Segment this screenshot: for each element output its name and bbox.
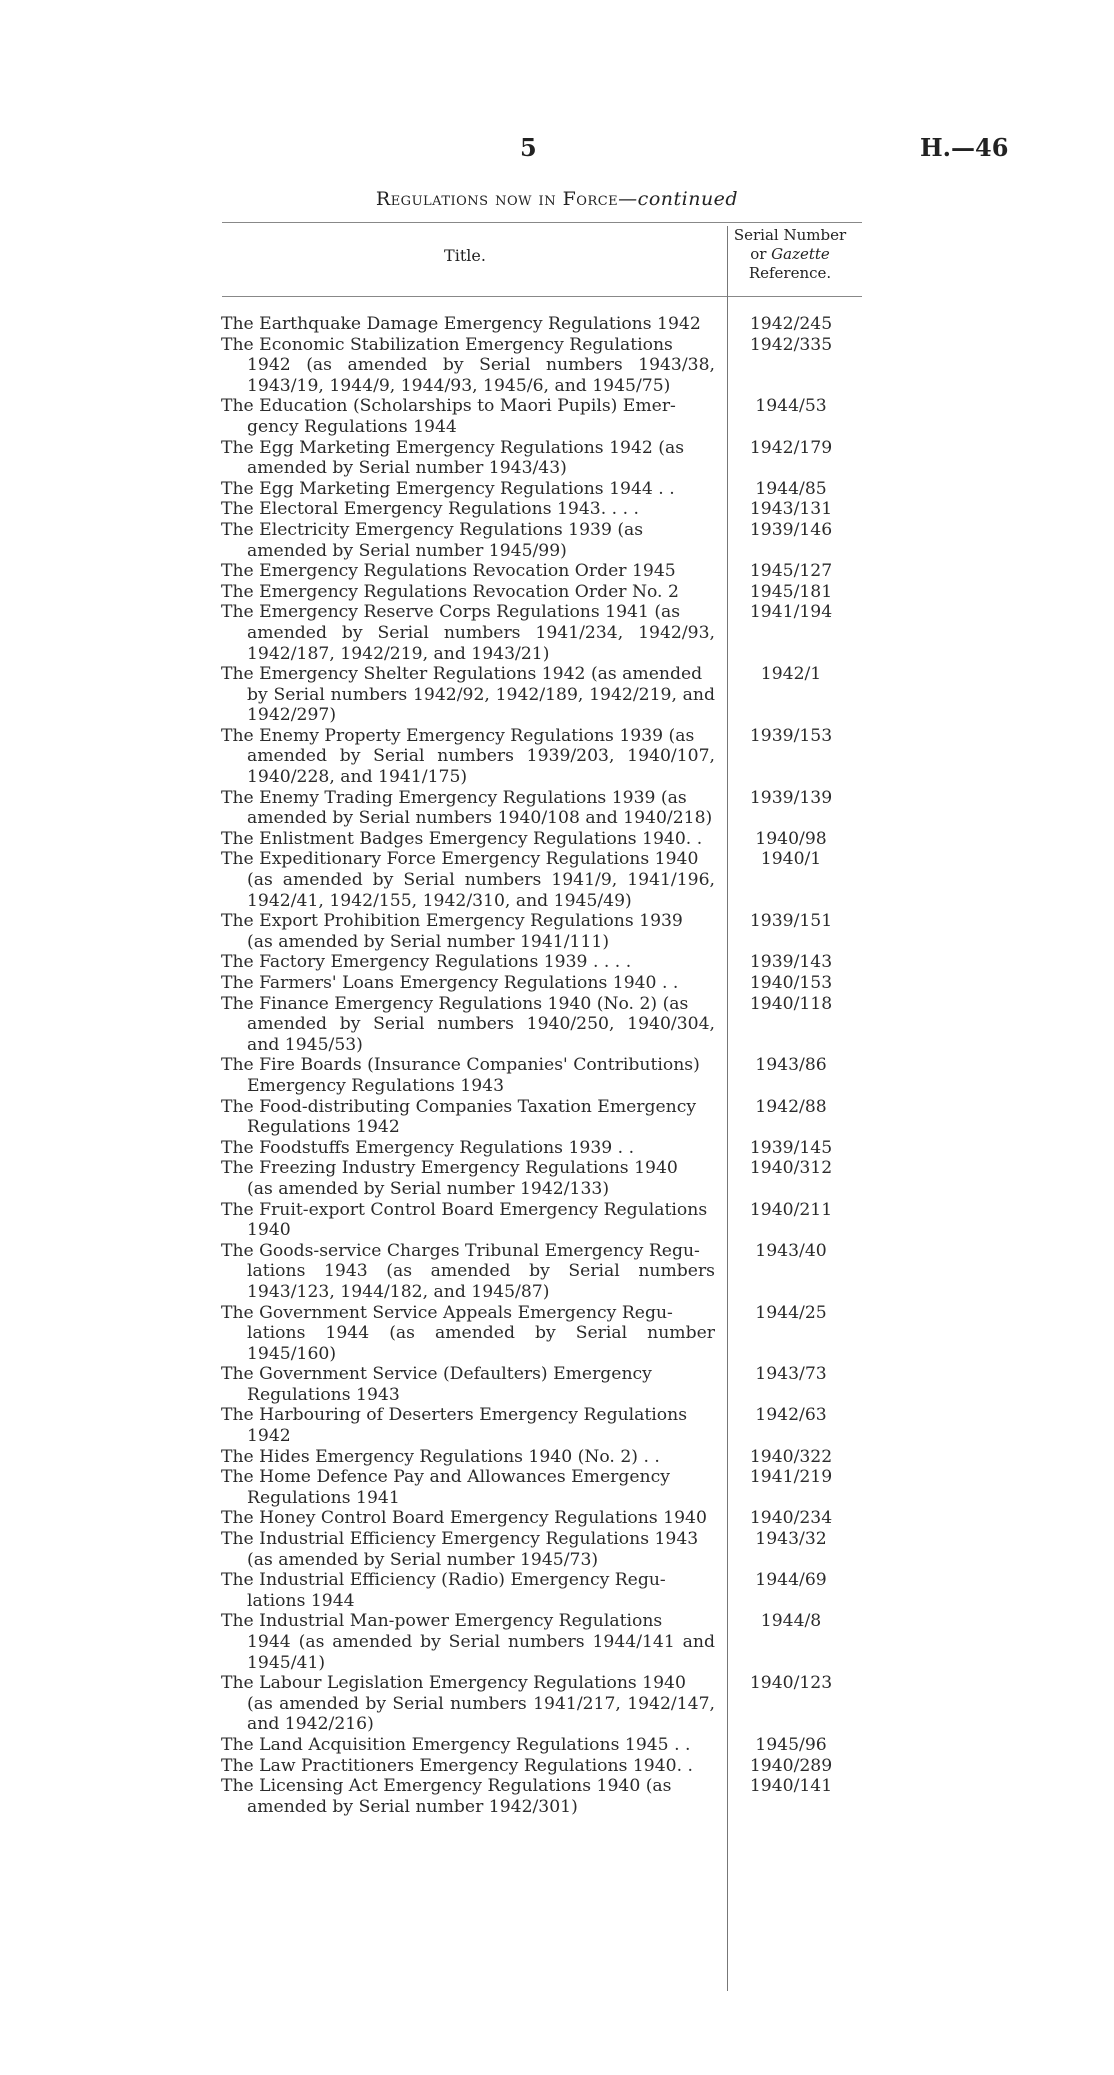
table-row	[221, 582, 861, 603]
serial-reference: 1942/245	[749, 314, 833, 334]
table-row	[221, 335, 861, 397]
regulation-title	[221, 1303, 715, 1365]
regulation-title	[221, 1756, 715, 1777]
regulation-title	[221, 438, 715, 479]
regulation-title-first-line: The Earthquake Damage Emergency Regulations 1942	[221, 314, 701, 334]
regulation-title-first-line: The Emergency Regulations Revocation Order 1945	[221, 561, 676, 582]
serial-reference: 1939/153	[749, 725, 833, 746]
regulation-title-first-line: The Law Practitioners Emergency Regulations 1940. .	[221, 1755, 693, 1776]
regulation-title-first-line: The Education (Scholarships to Maori Pupils) Emer-	[221, 396, 676, 417]
regulation-title	[221, 479, 715, 500]
page-number: 5	[520, 133, 537, 162]
regulation-title	[221, 973, 715, 994]
regulation-title-first-line: The Finance Emergency Regulations 1940 (No. 2) (as	[221, 993, 689, 1014]
table-row	[221, 1405, 861, 1446]
serial-reference: 1939/146	[749, 519, 833, 540]
regulation-title-continuation: 1942 (as amended by Serial numbers 1943/38, 1943/19, 1944/9, 1944/93, 1945/6, and 1945/75)	[247, 355, 715, 396]
serial-reference: 1940/141	[749, 1776, 833, 1797]
regulation-title	[221, 788, 715, 829]
header-bottom-rule	[222, 296, 862, 297]
table-row	[221, 726, 861, 788]
regulation-title	[221, 1673, 715, 1735]
regulation-title	[221, 1364, 715, 1405]
table-row	[221, 911, 861, 952]
regulation-title-first-line: The Emergency Reserve Corps Regulations 1941 (as	[221, 602, 681, 623]
regulation-title-continuation: lations 1944 (as amended by Serial number 1945/160)	[247, 1323, 715, 1364]
regulation-title-first-line: The Government Service Appeals Emergency Regu-	[221, 1302, 673, 1323]
regulation-title-first-line: The Honey Control Board Emergency Regulations 1940	[221, 1508, 707, 1529]
regulation-title-continuation: (as amended by Serial numbers 1941/217, 1942/147, and 1942/216)	[247, 1693, 715, 1735]
table-row	[221, 788, 861, 829]
regulation-title-first-line: The Factory Emergency Regulations 1939 . . . .	[221, 952, 632, 973]
serial-reference: 1939/139	[749, 787, 833, 808]
heading-dash: —	[618, 188, 638, 210]
serial-reference: 1943/73	[755, 1364, 827, 1385]
column-header-serial-line2: or Gazette	[750, 245, 830, 263]
regulation-title	[221, 396, 715, 437]
regulation-title-continuation: 1942	[247, 1426, 291, 1447]
regulation-title-continuation: (as amended by Serial number 1942/133)	[247, 1178, 610, 1199]
regulation-title	[221, 314, 715, 335]
regulation-title	[221, 1200, 715, 1241]
regulation-title-first-line: The Electricity Emergency Regulations 1939 (as	[221, 519, 644, 540]
table-row	[221, 1241, 861, 1303]
regulation-title	[221, 952, 715, 973]
regulation-title-first-line: The Freezing Industry Emergency Regulations 1940	[221, 1158, 678, 1179]
regulation-title	[221, 520, 715, 561]
serial-reference: 1944/53	[755, 396, 827, 417]
serial-reference: 1943/86	[755, 1055, 827, 1076]
regulation-title-first-line: The Industrial Man-power Emergency Regulations	[221, 1611, 663, 1632]
regulation-title-first-line: The Home Defence Pay and Allowances Emergency	[221, 1467, 670, 1488]
table-row	[221, 1097, 861, 1138]
serial-reference: 1939/143	[749, 952, 833, 973]
regulation-title-first-line: The Fire Boards (Insurance Companies' Contributions)	[221, 1055, 700, 1076]
regulation-title-first-line: The Land Acquisition Emergency Regulations 1945 . .	[221, 1734, 691, 1755]
heading-title: Regulations now in Force	[375, 188, 619, 210]
column-header-serial-line3: Reference.	[748, 264, 832, 282]
table-row	[221, 973, 861, 994]
column-header-title: Title.	[444, 246, 486, 265]
table-row	[221, 1673, 861, 1735]
regulation-title	[221, 1508, 715, 1529]
regulation-title-first-line: The Emergency Shelter Regulations 1942 (as amended	[221, 664, 703, 685]
regulation-title-first-line: The Hides Emergency Regulations 1940 (No. 2) . .	[221, 1446, 660, 1467]
table-row	[221, 602, 861, 664]
serial-reference: 1940/123	[749, 1673, 833, 1694]
regulation-title	[221, 1447, 715, 1468]
serial-reference: 1943/131	[749, 499, 833, 520]
regulation-title-first-line: The Economic Stabilization Emergency Regulations	[221, 334, 673, 355]
regulation-title	[221, 1241, 715, 1303]
regulation-title	[221, 1611, 715, 1673]
serial-reference: 1940/153	[749, 973, 833, 993]
table-row	[221, 438, 861, 479]
table-row	[221, 1055, 861, 1096]
regulation-title-first-line: The Labour Legislation Emergency Regulations 1940	[221, 1673, 686, 1694]
regulation-title-continuation: Regulations 1942	[247, 1117, 400, 1138]
regulation-title	[221, 911, 715, 952]
regulation-title-first-line: The Egg Marketing Emergency Regulations 1944 . .	[221, 478, 675, 499]
table-row	[221, 1508, 861, 1529]
table-heading	[0, 188, 1114, 210]
regulation-title-first-line: The Licensing Act Emergency Regulations 1940 (as	[221, 1776, 672, 1797]
serial-reference: 1939/145	[749, 1137, 833, 1158]
regulation-title-first-line: The Electoral Emergency Regulations 1943. . . .	[221, 499, 639, 520]
regulation-title-continuation: (as amended by Serial numbers 1941/9, 1941/196, 1942/41, 1942/155, 1942/310, and 1945/49)	[247, 870, 715, 911]
column-header-serial	[722, 226, 858, 283]
regulation-title	[221, 1097, 715, 1138]
regulation-title-first-line: The Expeditionary Force Emergency Regulations 1940	[221, 849, 699, 870]
table-row	[221, 1200, 861, 1241]
regulation-title	[221, 1529, 715, 1570]
regulation-title-continuation: gency Regulations 1944	[247, 416, 457, 437]
serial-reference: 1945/127	[749, 561, 833, 582]
regulation-title-continuation: amended by Serial numbers 1940/250, 1940/304, and 1945/53)	[247, 1014, 715, 1055]
document-reference: H.—46	[920, 133, 1009, 162]
table-row	[221, 1756, 861, 1777]
serial-reference: 1940/234	[749, 1508, 833, 1529]
regulation-title-continuation: Emergency Regulations 1943	[247, 1075, 505, 1096]
serial-reference: 1940/211	[749, 1199, 833, 1220]
serial-reference: 1942/179	[749, 437, 833, 458]
serial-reference: 1941/219	[749, 1467, 833, 1488]
regulation-title	[221, 1138, 715, 1159]
serial-reference: 1942/63	[755, 1405, 827, 1426]
regulation-title	[221, 726, 715, 788]
regulation-title-first-line: The Enlistment Badges Emergency Regulations 1940. .	[221, 828, 703, 849]
serial-reference: 1940/1	[760, 849, 822, 870]
regulation-title	[221, 499, 715, 520]
serial-reference: 1940/98	[755, 828, 827, 849]
regulation-title-continuation: 1944 (as amended by Serial numbers 1944/141 and 1945/41)	[247, 1632, 715, 1673]
table-row	[221, 1364, 861, 1405]
table-row	[221, 1447, 861, 1468]
heading-continued: continued	[637, 188, 739, 210]
table-row	[221, 1158, 861, 1199]
regulation-title	[221, 1776, 715, 1817]
regulation-title	[221, 664, 715, 726]
regulation-title-continuation: by Serial numbers 1942/92, 1942/189, 1942/219, and 1942/297)	[247, 684, 715, 726]
serial-reference: 1945/96	[755, 1734, 827, 1755]
serial-reference: 1944/69	[755, 1570, 827, 1591]
table-row	[221, 314, 861, 335]
regulations-table-body	[221, 314, 861, 1817]
table-row	[221, 664, 861, 726]
regulation-title-continuation: (as amended by Serial number 1945/73)	[247, 1549, 599, 1570]
serial-reference: 1943/40	[755, 1240, 827, 1261]
regulation-title-first-line: The Fruit-export Control Board Emergency Regulations	[221, 1199, 708, 1220]
regulation-title-first-line: The Farmers' Loans Emergency Regulations 1940 . .	[221, 973, 679, 993]
serial-reference: 1944/8	[760, 1611, 822, 1632]
regulation-title-continuation: amended by Serial number 1943/43)	[247, 458, 567, 479]
table-row	[221, 1138, 861, 1159]
regulation-title-first-line: The Harbouring of Deserters Emergency Regulations	[221, 1405, 688, 1426]
regulation-title	[221, 1735, 715, 1756]
table-row	[221, 1303, 861, 1365]
regulation-title	[221, 829, 715, 850]
regulation-title	[221, 1055, 715, 1096]
regulation-title-continuation: lations 1944	[247, 1590, 355, 1611]
serial-reference: 1940/312	[749, 1158, 833, 1179]
regulation-title-first-line: The Industrial Efficiency Emergency Regulations 1943	[221, 1529, 699, 1550]
regulation-title	[221, 602, 715, 664]
regulation-title	[221, 1158, 715, 1199]
regulation-title-first-line: The Goods-service Charges Tribunal Emergency Regu-	[221, 1240, 700, 1261]
table-row	[221, 1611, 861, 1673]
table-row	[221, 1529, 861, 1570]
table-row	[221, 1570, 861, 1611]
table-row	[221, 1735, 861, 1756]
regulation-title-continuation: amended by Serial number 1942/301)	[247, 1796, 578, 1817]
serial-reference: 1940/322	[749, 1446, 833, 1467]
regulation-title-first-line: The Enemy Trading Emergency Regulations 1939 (as	[221, 787, 687, 808]
serial-reference: 1941/194	[749, 602, 833, 623]
serial-reference: 1942/88	[755, 1096, 827, 1117]
regulation-title-continuation: amended by Serial numbers 1941/234, 1942/93, 1942/187, 1942/219, and 1943/21)	[247, 622, 715, 664]
table-row	[221, 520, 861, 561]
table-row	[221, 1776, 861, 1817]
regulation-title-first-line: The Emergency Regulations Revocation Order No. 2	[221, 581, 679, 602]
regulation-title	[221, 561, 715, 582]
top-rule	[222, 222, 862, 223]
regulation-title	[221, 849, 715, 911]
regulation-title	[221, 1570, 715, 1611]
regulation-title	[221, 1467, 715, 1508]
regulation-title-continuation: 1940	[247, 1220, 291, 1241]
regulation-title-first-line: The Enemy Property Emergency Regulations 1939 (as	[221, 725, 695, 746]
regulation-title-first-line: The Government Service (Defaulters) Emergency	[221, 1364, 652, 1385]
table-row	[221, 994, 861, 1056]
regulation-title-first-line: The Industrial Efficiency (Radio) Emergency Regu-	[221, 1570, 666, 1591]
regulation-title	[221, 582, 715, 603]
serial-reference: 1940/118	[749, 993, 833, 1014]
regulation-title-continuation: Regulations 1943	[247, 1384, 400, 1405]
regulation-title-continuation: lations 1943 (as amended by Serial numbers 1943/123, 1944/182, and 1945/87)	[247, 1261, 715, 1302]
regulation-title-continuation: (as amended by Serial number 1941/111)	[247, 931, 610, 952]
table-row	[221, 561, 861, 582]
table-row	[221, 829, 861, 850]
serial-reference: 1943/32	[755, 1529, 827, 1550]
table-row	[221, 1467, 861, 1508]
serial-reference: 1944/85	[755, 478, 827, 499]
table-row	[221, 952, 861, 973]
serial-reference: 1944/25	[755, 1302, 827, 1323]
regulation-title-first-line: The Egg Marketing Emergency Regulations 1942 (as	[221, 437, 685, 458]
serial-reference: 1939/151	[749, 911, 833, 932]
regulation-title-first-line: The Export Prohibition Emergency Regulations 1939	[221, 911, 683, 932]
column-header-serial-line1: Serial Number	[733, 226, 847, 244]
table-row	[221, 499, 861, 520]
regulation-title-continuation: amended by Serial numbers 1940/108 and 1940/218)	[247, 808, 713, 829]
regulation-title-first-line: The Foodstuffs Emergency Regulations 1939 . .	[221, 1137, 635, 1158]
serial-reference: 1942/1	[760, 664, 822, 685]
serial-reference: 1942/335	[749, 334, 833, 355]
table-row	[221, 396, 861, 437]
table-row	[221, 479, 861, 500]
regulation-title-continuation: amended by Serial number 1945/99)	[247, 540, 567, 561]
regulation-title-continuation: amended by Serial numbers 1939/203, 1940/107, 1940/228, and 1941/175)	[247, 746, 715, 788]
regulation-title	[221, 335, 715, 397]
regulation-title	[221, 1405, 715, 1446]
regulation-title-first-line: The Food-distributing Companies Taxation Emergency	[221, 1096, 697, 1117]
regulation-title-continuation: Regulations 1941	[247, 1487, 400, 1508]
regulation-title	[221, 994, 715, 1056]
table-row	[221, 849, 861, 911]
serial-reference: 1945/181	[749, 581, 833, 602]
serial-reference: 1940/289	[749, 1755, 833, 1776]
